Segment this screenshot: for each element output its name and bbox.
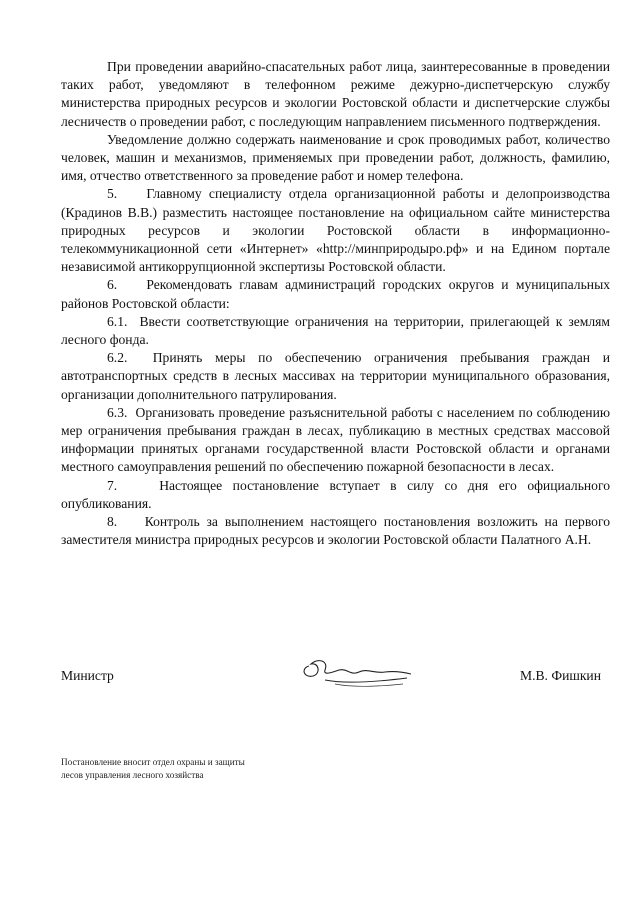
document-body [61, 58, 610, 549]
signature-block [61, 650, 610, 696]
paragraph-item-7: 7. Настоящее постановление вступает в силу со дня его официального опубликования. [61, 477, 610, 511]
footnote-line: лесов управления лесного хозяйства [61, 769, 204, 780]
footnote-line: Постановление вносит отдел охраны и защиты [61, 757, 245, 767]
paragraph-item-6: 6. Рекомендовать главам администраций городских округов и муниципальных районов Ростовской области: [61, 277, 610, 311]
handwritten-signature [295, 650, 413, 696]
paragraph-item-6-2: 6.2. Принять меры по обеспечению ограничения пребывания граждан и автотранспортных средств в лесных массивах на территории муниципального образования, организации дополнительного патрулирования. [61, 350, 610, 402]
paragraph-item-5: 5. Главному специалисту отдела организационной работы и делопроизводства (Крадинов В.В.) разместить настоящее постановление на официальном сайте министерства природных ресурсов и экологии Ростовской области в информационно-телекоммуникационной сети «Интернет» «http://минприродыро.рф» и на Едином портале независимой антикоррупционной экспертизы Ростовской области. [61, 186, 610, 275]
paragraph-notification-content: Уведомление должно содержать наименование и срок проводимых работ, количество человек, машин и механизмов, применяемых при проведении работ, должность, фамилию, имя, отчество ответственного за проведение работ и номер телефона. [61, 131, 610, 184]
footnote [61, 756, 301, 781]
paragraph-item-8: 8. Контроль за выполнением настоящего постановления возложить на первого заместителя министра природных ресурсов и экологии Ростовской области Палатного А.Н. [61, 514, 610, 548]
paragraph-item-6-3: 6.3. Организовать проведение разъяснительной работы с населением по соблюдению мер ограничения пребывания граждан в лесах, публикацию в местных средствах массовой информации принятых органами государственной власти Ростовской области и органами местного самоуправления решений по обеспечению пожарной безопасности в лесах. [61, 404, 610, 475]
signatory-title: Министр [61, 668, 114, 683]
signatory-name: М.В. Фишкин [520, 668, 601, 683]
paragraph-item-6-1: 6.1. Ввести соответствующие ограничения на территории, прилегающей к землям лесного фонда. [61, 313, 610, 348]
paragraph-emergency-works: При проведении аварийно-спасательных работ лица, заинтересованные в проведении таких работ, уведомляют в телефонном режиме дежурно-диспетчерскую службу министерства природных ресурсов и экологии Ростовской области и диспетчерские службы лесничеств о проведении работ, с последующим направлением письменного подтверждения. [61, 59, 610, 129]
